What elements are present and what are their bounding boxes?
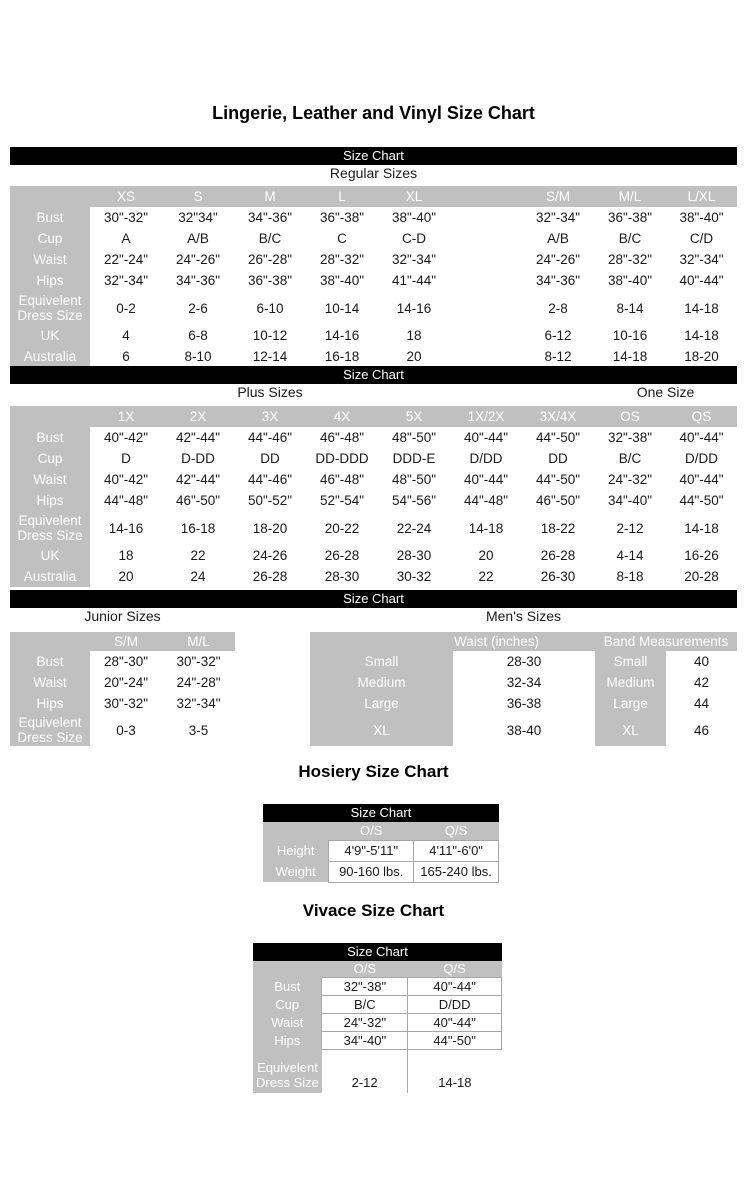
- value-cell: 8-18: [594, 566, 666, 587]
- value-cell: 40"-44": [450, 469, 522, 490]
- table-row: [10, 490, 737, 511]
- value-cell: 28"-32": [594, 249, 666, 270]
- value-cell: 42"-44": [162, 427, 234, 448]
- table-row: [10, 511, 737, 545]
- value-cell: 50"-52": [234, 490, 306, 511]
- table-row: [10, 270, 737, 291]
- waist-value-cell: 28-30: [453, 651, 595, 672]
- band-value-cell: 40: [666, 651, 737, 672]
- value-cell: 40"-44": [666, 427, 737, 448]
- value-cell: 4: [90, 325, 162, 346]
- column-header-cell: QS: [666, 406, 737, 427]
- value-cell: 54"-56": [378, 490, 450, 511]
- table-row: [253, 1013, 502, 1031]
- value-cell: A/B: [522, 228, 594, 249]
- value-cell: 34"-36": [522, 270, 594, 291]
- value-cell: 44"-50": [522, 469, 594, 490]
- table-row: [10, 228, 737, 249]
- value-cell: B/C: [594, 448, 666, 469]
- value-cell: 24"-26": [162, 249, 234, 270]
- value-cell: 40"-44": [666, 469, 737, 490]
- table-row: [10, 427, 737, 448]
- size-chart-bar: Size Chart: [253, 943, 502, 961]
- table-row: [10, 448, 737, 469]
- column-header-cell: S/M: [90, 632, 162, 651]
- value-cell: 4'11"-6'0": [414, 840, 499, 861]
- size-label-cell: Small: [310, 651, 453, 672]
- value-cell: D: [90, 448, 162, 469]
- value-cell: 36"-38": [306, 207, 378, 228]
- vivace-size-table: [253, 961, 502, 1093]
- value-cell: 14-18: [666, 325, 737, 346]
- table-row: [10, 249, 737, 270]
- column-header-cell: 1X: [90, 406, 162, 427]
- row-label-cell: Australia: [10, 346, 90, 367]
- value-cell: 20-22: [306, 511, 378, 545]
- table-row: [253, 995, 502, 1013]
- value-cell: 46"-50": [162, 490, 234, 511]
- header-row: [10, 186, 737, 207]
- value-cell: [450, 207, 522, 228]
- row-label-cell: Hips: [10, 270, 90, 291]
- table-row: [10, 672, 235, 693]
- vivace-chart-block: [253, 943, 502, 1093]
- value-cell: 32"-38": [322, 977, 408, 995]
- value-cell: 26-28: [522, 545, 594, 566]
- value-cell: 6: [90, 346, 162, 367]
- value-cell: 28"-32": [306, 249, 378, 270]
- value-cell: DDD-E: [378, 448, 450, 469]
- value-cell: 32"-34": [666, 249, 737, 270]
- value-cell: 30"-32": [90, 693, 162, 714]
- header-row: [263, 822, 499, 840]
- table-row: [310, 651, 737, 672]
- table-row: [310, 714, 737, 746]
- value-cell: 6-10: [234, 291, 306, 325]
- value-cell: 14-16: [90, 511, 162, 545]
- column-header-cell: 4X: [306, 406, 378, 427]
- value-cell: 44"-50": [408, 1031, 502, 1049]
- value-cell: 24"-32": [594, 469, 666, 490]
- section-plus-sizes: [10, 366, 737, 587]
- table-row: [10, 325, 737, 346]
- column-header-cell: Q/S: [414, 822, 499, 840]
- row-label-cell: Waist: [10, 469, 90, 490]
- column-header-cell: 5X: [378, 406, 450, 427]
- row-label-cell: Hips: [10, 693, 90, 714]
- value-cell: 48"-50": [378, 469, 450, 490]
- value-cell: 20: [450, 545, 522, 566]
- value-cell: D/DD: [408, 995, 502, 1013]
- value-cell: 14-16: [306, 325, 378, 346]
- value-cell: 165-240 lbs.: [414, 861, 499, 882]
- value-cell: 28"-30": [90, 651, 162, 672]
- value-cell: 14-18: [408, 1049, 502, 1093]
- value-cell: 22: [162, 545, 234, 566]
- row-label-cell: Equivelent Dress Size: [10, 511, 90, 545]
- row-label-cell: Equivelent Dress Size: [10, 714, 90, 746]
- value-cell: 52"-54": [306, 490, 378, 511]
- plus-sizes-label: Plus Sizes: [237, 384, 303, 400]
- value-cell: 38"-40": [666, 207, 737, 228]
- value-cell: 16-18: [162, 511, 234, 545]
- value-cell: 22-24: [378, 511, 450, 545]
- row-label-cell: Australia: [10, 566, 90, 587]
- value-cell: 34"-36": [162, 270, 234, 291]
- value-cell: 14-18: [594, 346, 666, 367]
- value-cell: 28-30: [306, 566, 378, 587]
- junior-sizes-label: Junior Sizes: [84, 608, 161, 624]
- value-cell: 44"-46": [234, 427, 306, 448]
- value-cell: 18-20: [234, 511, 306, 545]
- waist-value-cell: 38-40: [453, 714, 595, 746]
- mens-sizes-label: Men's Sizes: [485, 608, 562, 624]
- value-cell: [450, 249, 522, 270]
- value-cell: 26-28: [306, 545, 378, 566]
- waist-value-cell: 36-38: [453, 693, 595, 714]
- row-label-cell: Cup: [10, 448, 90, 469]
- value-cell: 44"-48": [450, 490, 522, 511]
- value-cell: B/C: [234, 228, 306, 249]
- value-cell: 14-18: [666, 291, 737, 325]
- row-label-cell: UK: [10, 545, 90, 566]
- value-cell: 24"-28": [162, 672, 235, 693]
- table-row: [253, 977, 502, 995]
- value-cell: 6-12: [522, 325, 594, 346]
- column-header-cell: O/S: [322, 961, 408, 977]
- value-cell: 32"34": [162, 207, 234, 228]
- value-cell: 22: [450, 566, 522, 587]
- size-chart-bar: Size Chart: [263, 804, 499, 822]
- value-cell: 46"-50": [522, 490, 594, 511]
- row-label-cell: UK: [10, 325, 90, 346]
- column-header-cell: [450, 186, 522, 207]
- value-cell: 10-12: [234, 325, 306, 346]
- value-cell: 30"-32": [90, 207, 162, 228]
- value-cell: D/DD: [450, 448, 522, 469]
- value-cell: 14-16: [378, 291, 450, 325]
- value-cell: 2-8: [522, 291, 594, 325]
- table-row: [263, 861, 499, 882]
- row-label-cell: Bust: [10, 427, 90, 448]
- value-cell: C-D: [378, 228, 450, 249]
- table-row: [10, 346, 737, 367]
- value-cell: 26-28: [234, 566, 306, 587]
- table-row: [310, 693, 737, 714]
- value-cell: 12-14: [234, 346, 306, 367]
- value-cell: 90-160 lbs.: [329, 861, 414, 882]
- table-row: [10, 207, 737, 228]
- value-cell: 44"-46": [234, 469, 306, 490]
- value-cell: D-DD: [162, 448, 234, 469]
- value-cell: 24: [162, 566, 234, 587]
- size-label-cell: Medium: [310, 672, 453, 693]
- value-cell: 18: [378, 325, 450, 346]
- value-cell: 32"-38": [594, 427, 666, 448]
- value-cell: 8-10: [162, 346, 234, 367]
- value-cell: 14-18: [450, 511, 522, 545]
- table-row: [10, 291, 737, 325]
- value-cell: 32"-34": [378, 249, 450, 270]
- one-size-label: One Size: [636, 384, 695, 400]
- value-cell: 46"-48": [306, 469, 378, 490]
- row-label-cell: Bust: [10, 651, 90, 672]
- column-header-cell: 2X: [162, 406, 234, 427]
- table-row: [10, 545, 737, 566]
- band-size-label-cell: XL: [595, 714, 666, 746]
- value-cell: 0-3: [90, 714, 162, 746]
- value-cell: B/C: [322, 995, 408, 1013]
- value-cell: 36"-38": [234, 270, 306, 291]
- plus-sizes-subtitle-row: [10, 384, 737, 406]
- row-label-cell: Waist: [10, 249, 90, 270]
- value-cell: A: [90, 228, 162, 249]
- value-cell: [450, 325, 522, 346]
- junior-mens-subtitle-row: [10, 608, 737, 632]
- value-cell: 6-8: [162, 325, 234, 346]
- value-cell: [450, 291, 522, 325]
- value-cell: 40"-42": [90, 469, 162, 490]
- column-header-cell: M/L: [594, 186, 666, 207]
- size-chart-bar: Size Chart: [10, 366, 737, 384]
- value-cell: 3-5: [162, 714, 235, 746]
- regular-sizes-table: [10, 186, 737, 367]
- size-label-cell: Large: [310, 693, 453, 714]
- table-row: [10, 714, 235, 746]
- band-value-cell: 42: [666, 672, 737, 693]
- regular-sizes-subtitle-row: [10, 165, 737, 186]
- table-row: [10, 693, 235, 714]
- column-header-cell: S/M: [522, 186, 594, 207]
- value-cell: 40"-44": [408, 1013, 502, 1031]
- junior-sizes-table: [10, 632, 235, 746]
- value-cell: [450, 346, 522, 367]
- row-label-cell: Weight: [263, 861, 329, 882]
- header-corner-cell: [10, 632, 90, 651]
- row-label-cell: Waist: [253, 1013, 322, 1031]
- value-cell: 14-18: [666, 511, 737, 545]
- value-cell: B/C: [594, 228, 666, 249]
- column-header-cell: XS: [90, 186, 162, 207]
- value-cell: 26"-28": [234, 249, 306, 270]
- table-row: [263, 840, 499, 861]
- column-header-cell: L: [306, 186, 378, 207]
- column-header-cell: S: [162, 186, 234, 207]
- value-cell: 32"-34": [522, 207, 594, 228]
- waist-header-cell: Waist (inches): [310, 632, 595, 651]
- value-cell: 40"-44": [450, 427, 522, 448]
- column-header-cell: Q/S: [408, 961, 502, 977]
- value-cell: 32"-34": [90, 270, 162, 291]
- band-size-label-cell: Large: [595, 693, 666, 714]
- table-row: [253, 1049, 502, 1093]
- row-label-cell: Hips: [10, 490, 90, 511]
- column-header-cell: L/XL: [666, 186, 737, 207]
- value-cell: 16-26: [666, 545, 737, 566]
- header-row: [10, 632, 235, 651]
- value-cell: 16-18: [306, 346, 378, 367]
- value-cell: C/D: [666, 228, 737, 249]
- header-row: [310, 632, 737, 651]
- value-cell: 20"-24": [90, 672, 162, 693]
- row-label-cell: Bust: [10, 207, 90, 228]
- header-corner-cell: [10, 406, 90, 427]
- band-header-cell: Band Measurements: [595, 632, 737, 651]
- row-label-cell: Waist: [10, 672, 90, 693]
- value-cell: 48"-50": [378, 427, 450, 448]
- value-cell: 22"-24": [90, 249, 162, 270]
- row-label-cell: Bust: [253, 977, 322, 995]
- hosiery-chart-block: [263, 804, 499, 883]
- band-value-cell: 46: [666, 714, 737, 746]
- column-header-cell: 3X/4X: [522, 406, 594, 427]
- value-cell: C: [306, 228, 378, 249]
- column-header-cell: OS: [594, 406, 666, 427]
- value-cell: 38"-40": [378, 207, 450, 228]
- value-cell: 32"-34": [162, 693, 235, 714]
- value-cell: DD: [522, 448, 594, 469]
- value-cell: 28-30: [378, 545, 450, 566]
- value-cell: A/B: [162, 228, 234, 249]
- value-cell: 44"-50": [522, 427, 594, 448]
- section-junior-mens: [10, 590, 737, 752]
- value-cell: 30-32: [378, 566, 450, 587]
- value-cell: 41"-44": [378, 270, 450, 291]
- row-label-cell: Cup: [10, 228, 90, 249]
- value-cell: 4'9"-5'11": [329, 840, 414, 861]
- value-cell: 26-30: [522, 566, 594, 587]
- value-cell: 40"-44": [666, 270, 737, 291]
- column-header-cell: 1X/2X: [450, 406, 522, 427]
- column-header-cell: O/S: [329, 822, 414, 840]
- table-row: [253, 1031, 502, 1049]
- value-cell: 24-26: [234, 545, 306, 566]
- value-cell: 40"-42": [90, 427, 162, 448]
- band-size-label-cell: Small: [595, 651, 666, 672]
- value-cell: 8-12: [522, 346, 594, 367]
- header-row: [10, 406, 737, 427]
- row-label-cell: Cup: [253, 995, 322, 1013]
- row-label-cell: Height: [263, 840, 329, 861]
- value-cell: 34"-40": [594, 490, 666, 511]
- value-cell: 10-14: [306, 291, 378, 325]
- value-cell: 20: [90, 566, 162, 587]
- row-label-cell: Equivelent Dress Size: [253, 1049, 322, 1093]
- table-row: [10, 651, 235, 672]
- value-cell: 38"-40": [306, 270, 378, 291]
- column-header-cell: 3X: [234, 406, 306, 427]
- value-cell: 38"-40": [594, 270, 666, 291]
- value-cell: 24"-32": [322, 1013, 408, 1031]
- value-cell: 18-20: [666, 346, 737, 367]
- value-cell: 36"-38": [594, 207, 666, 228]
- value-cell: [450, 228, 522, 249]
- value-cell: 18-22: [522, 511, 594, 545]
- value-cell: 10-16: [594, 325, 666, 346]
- size-label-cell: XL: [310, 714, 453, 746]
- value-cell: 24"-26": [522, 249, 594, 270]
- column-header-cell: XL: [378, 186, 450, 207]
- row-label-cell: Equivelent Dress Size: [10, 291, 90, 325]
- table-row: [10, 469, 737, 490]
- value-cell: 40"-44": [408, 977, 502, 995]
- value-cell: 20-28: [666, 566, 737, 587]
- value-cell: 4-14: [594, 545, 666, 566]
- value-cell: 2-6: [162, 291, 234, 325]
- value-cell: 0-2: [90, 291, 162, 325]
- value-cell: 34"-40": [322, 1031, 408, 1049]
- size-chart-bar: Size Chart: [10, 147, 737, 165]
- value-cell: 42"-44": [162, 469, 234, 490]
- header-corner-cell: [263, 822, 329, 840]
- value-cell: 2-12: [594, 511, 666, 545]
- value-cell: D/DD: [666, 448, 737, 469]
- page-title: Lingerie, Leather and Vinyl Size Chart: [212, 103, 535, 123]
- value-cell: 30"-32": [162, 651, 235, 672]
- header-corner-cell: [10, 186, 90, 207]
- value-cell: DD: [234, 448, 306, 469]
- value-cell: 44"-48": [90, 490, 162, 511]
- value-cell: 8-14: [594, 291, 666, 325]
- waist-value-cell: 32-34: [453, 672, 595, 693]
- value-cell: 46"-48": [306, 427, 378, 448]
- table-row: [310, 672, 737, 693]
- section-regular-sizes: [10, 147, 737, 367]
- header-corner-cell: [253, 961, 322, 977]
- row-label-cell: Hips: [253, 1031, 322, 1049]
- junior-mens-tables: [10, 632, 737, 752]
- hosiery-size-table: [263, 822, 499, 883]
- value-cell: [450, 270, 522, 291]
- value-cell: 20: [378, 346, 450, 367]
- band-value-cell: 44: [666, 693, 737, 714]
- value-cell: DD-DDD: [306, 448, 378, 469]
- hosiery-chart-title: Hosiery Size Chart: [298, 762, 449, 781]
- column-header-cell: M/L: [162, 632, 235, 651]
- size-chart-bar: Size Chart: [10, 590, 737, 608]
- band-size-label-cell: Medium: [595, 672, 666, 693]
- value-cell: 2-12: [322, 1049, 408, 1093]
- value-cell: 34"-36": [234, 207, 306, 228]
- mens-sizes-table: [310, 632, 737, 746]
- vivace-chart-title: Vivace Size Chart: [302, 901, 445, 920]
- header-row: [253, 961, 502, 977]
- value-cell: 18: [90, 545, 162, 566]
- value-cell: 44"-50": [666, 490, 737, 511]
- plus-sizes-table: [10, 406, 737, 587]
- table-row: [10, 566, 737, 587]
- column-header-cell: M: [234, 186, 306, 207]
- regular-sizes-label: Regular Sizes: [329, 165, 418, 181]
